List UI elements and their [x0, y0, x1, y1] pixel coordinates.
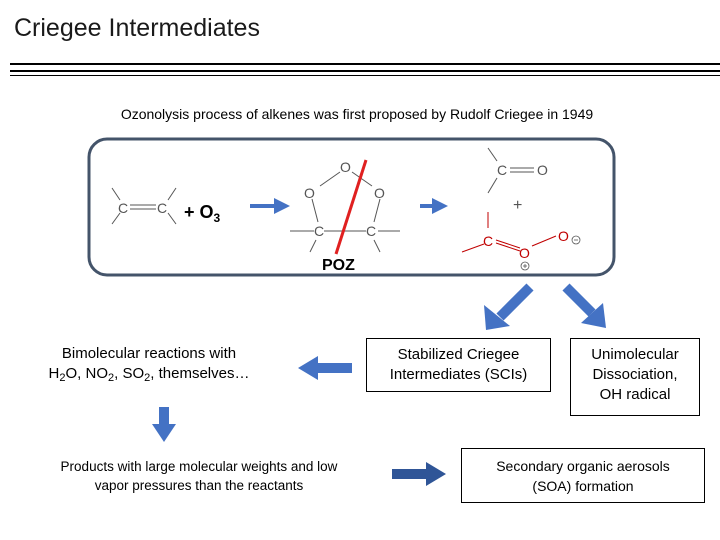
scis-box: [366, 338, 551, 392]
products-box: [14, 457, 384, 495]
arrow-to-scis: [484, 287, 530, 330]
subtitle: Ozonolysis process of alkenes was first proposed by Rudolf Criegee in 1949: [120, 106, 594, 122]
poz-oxygen-left: O: [304, 185, 315, 201]
soa-box: [461, 448, 705, 503]
soa-line-2: (SOA) formation: [532, 478, 634, 494]
poz-carbon-left: C: [314, 223, 325, 239]
arrow-to-soa: [392, 462, 446, 486]
zwitterion-oxygen-2: O: [558, 228, 569, 244]
carbonyl-carbon: C: [497, 162, 508, 178]
poz-oxygen-right: O: [374, 185, 385, 201]
unimolecular-line-1: Unimolecular: [591, 346, 679, 363]
carbonyl-product: [488, 148, 534, 193]
unimolecular-box: [570, 338, 700, 416]
zwitterion-carbon: C: [483, 233, 494, 249]
bimolecular-line-1: Bimolecular reactions with: [61, 345, 237, 362]
carbonyl-oxygen: O: [537, 162, 548, 178]
reaction-arrow-1: [250, 198, 290, 214]
bimolecular-line-2: $H_2O$, $NO_2$, $SO_2$, themselves…: [48, 365, 250, 384]
poz-carbon-right: C: [366, 223, 377, 239]
arrow-to-unimolecular: [566, 287, 606, 328]
zwitterion-oxygen-1: O: [519, 245, 530, 261]
products-plus-sign: +: [513, 197, 523, 214]
products-line-1: Products with large molecular weights and low: [60, 459, 338, 474]
soa-line-1: Secondary organic aerosols: [496, 458, 670, 474]
scis-line-1: Stabilized Criegee: [397, 346, 520, 363]
unimolecular-line-2: Dissociation,: [592, 366, 678, 383]
products-line-2: vapor pressures than the reactants: [94, 478, 304, 493]
poz-ring: [290, 172, 400, 252]
page-title: Criegee Intermediates: [14, 14, 260, 42]
reaction-arrow-2: [420, 198, 448, 214]
scis-line-2: Intermediates (SCIs): [389, 366, 528, 383]
criegee-zwitterion: [462, 212, 556, 252]
poz-oxygen-top: O: [340, 159, 351, 175]
bimolecular-reactions-box: [24, 344, 274, 384]
arrow-to-bimolecular: [298, 356, 352, 380]
arrow-to-products: [152, 407, 176, 442]
alkene-carbon-1: C: [118, 200, 129, 216]
alkene-carbon-2: C: [157, 200, 168, 216]
plus-ozone-label: + $O_3$: [184, 202, 221, 225]
unimolecular-line-3: OH radical: [599, 386, 671, 403]
poz-label: POZ: [322, 257, 355, 274]
